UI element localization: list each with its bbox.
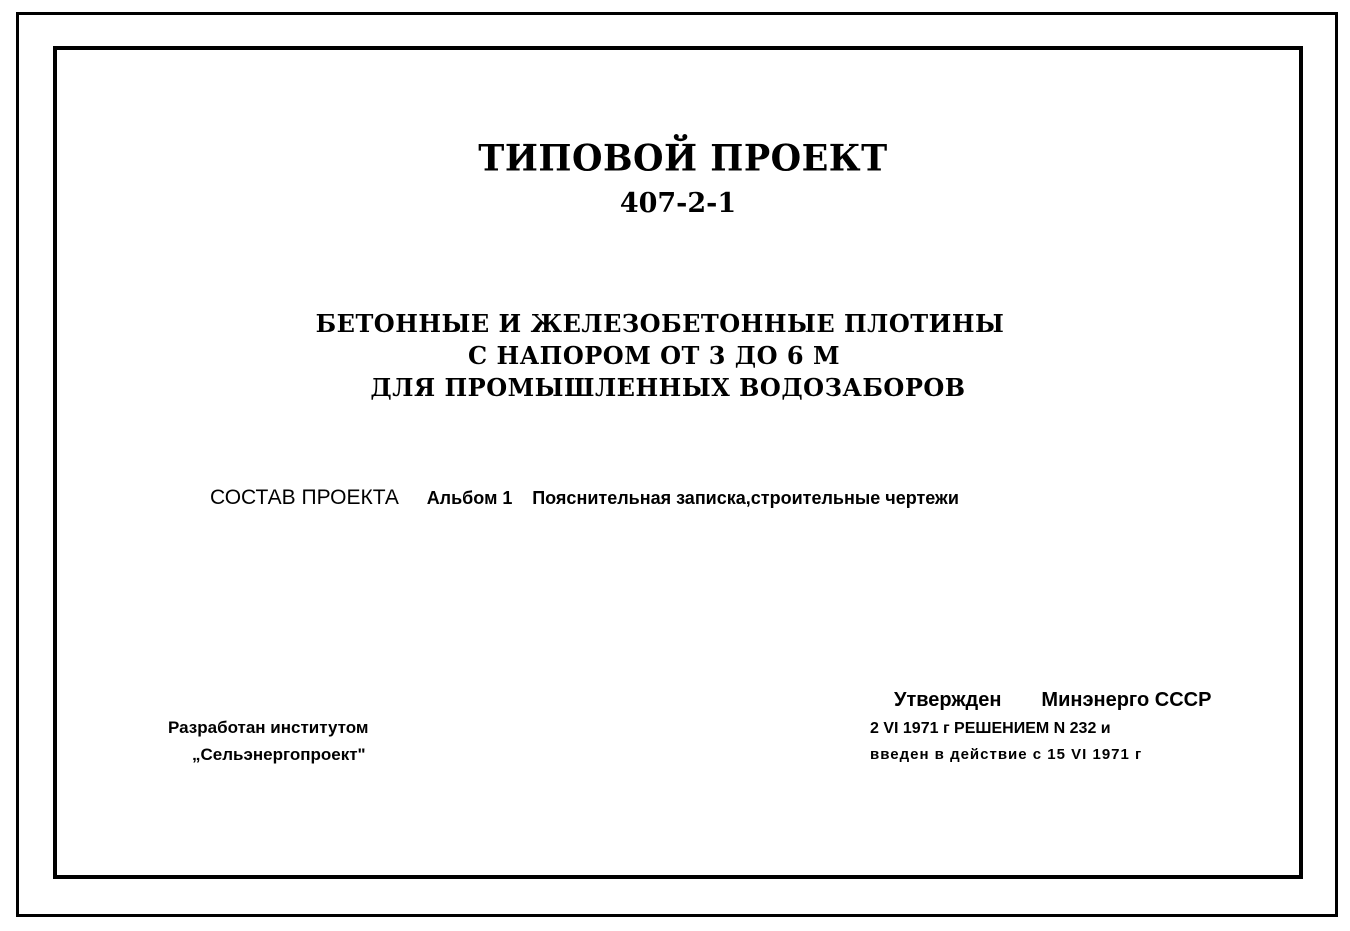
subject-line-1: БЕТОННЫЕ И ЖЕЛЕЗОБЕТОННЫЕ ПЛОТИНЫ <box>315 309 1005 338</box>
subject-line-2: С НАПОРОМ ОТ 3 ДО 6 М <box>467 341 841 370</box>
album-number: Альбом 1 <box>426 488 513 508</box>
effective-date-line: введен в действие с 15 VI 1971 г <box>870 746 1143 763</box>
project-number: 407-2-1 <box>619 188 737 219</box>
project-composition <box>210 486 959 510</box>
approved-label: Утвержден <box>894 689 1002 711</box>
album-description: Пояснительная записка,строительные чертежи <box>532 488 959 508</box>
developer-block <box>168 714 369 768</box>
ministry-name: Минэнерго СССР <box>1041 689 1212 711</box>
approval-line-1 <box>870 684 1211 716</box>
composition-label: СОСТАВ ПРОЕКТА <box>210 486 399 509</box>
developer-institute: „Сельэнергопроект" <box>192 745 366 764</box>
developer-label: Разработан институтом <box>168 718 369 737</box>
subject-line-3: ДЛЯ ПРОМЫШЛЕННЫХ ВОДОЗАБОРОВ <box>370 373 966 402</box>
decision-line: 2 VI 1971 г РЕШЕНИЕМ N 232 и <box>870 720 1111 737</box>
approval-block <box>870 684 1211 768</box>
document-type-title: ТИПОВОЙ ПРОЕКТ <box>478 136 888 181</box>
